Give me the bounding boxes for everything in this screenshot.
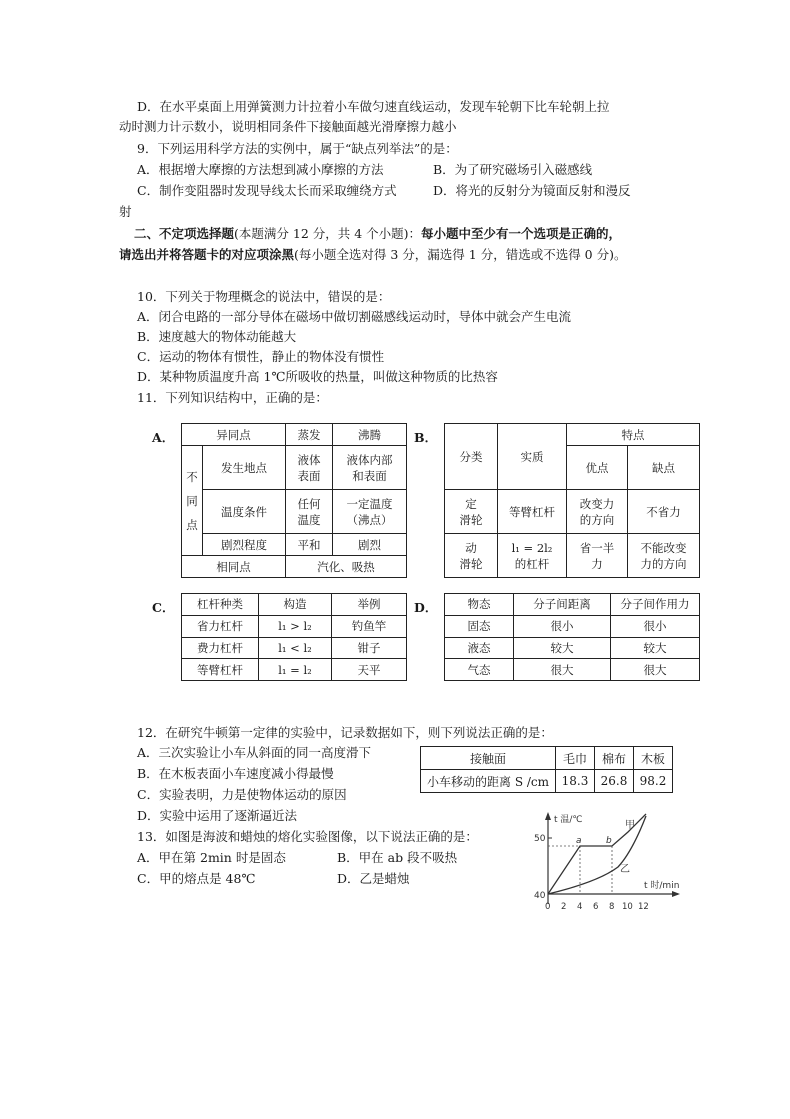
table-d-cell: 分子间作用力 [611, 594, 700, 616]
cell-text: 任何 [297, 496, 321, 511]
q13-stem: 13．如图是海波和蜡烛的熔化实验图像，以下说法正确的是： [137, 829, 478, 844]
table-b [444, 423, 700, 578]
q9-option-b: B．为了研究磁场引入磁感线 [433, 162, 593, 177]
q12-option-b: B．在木板表面小车速度减小得最慢 [137, 766, 334, 781]
cell-text: 动 [465, 540, 477, 555]
q8-option-d-line1: D．在水平桌面上用弹簧测力计拉着小车做匀速直线运动，发现车轮朝下比车轮朝上拉 [137, 99, 610, 114]
table-d-cell: 液态 [445, 637, 514, 659]
table-d-cell: 分子间距离 [514, 594, 611, 616]
table-c-label: C． [152, 600, 175, 615]
q12-option-a: A．三次实验让小车从斜面的同一高度滑下 [137, 745, 372, 760]
table-a-cell [333, 446, 407, 490]
cell-text: 定 [465, 496, 477, 511]
q12-option-d: D．实验中运用了逐渐逼近法 [137, 808, 298, 823]
q10-option-c: C．运动的物体有惯性，静止的物体没有惯性 [137, 349, 385, 364]
melting-graph [528, 812, 688, 922]
cell-text: l₁ = 2l₂ [511, 540, 553, 555]
section2-line1 [134, 225, 621, 243]
data-table-cell: 小车移动的距离 S /cm [421, 770, 556, 793]
table-b-cell: 不省力 [628, 490, 700, 534]
q9-option-row1 [137, 161, 592, 179]
table-a-cell: 剧烈 [333, 534, 407, 556]
table-a [181, 423, 407, 578]
y-tick-50: 50 [534, 834, 546, 844]
cell-text: （沸点） [346, 512, 393, 527]
q11-stem: 11．下列知识结构中，正确的是： [137, 390, 328, 405]
table-b-cell [628, 534, 700, 578]
q9-option-row2 [137, 182, 631, 200]
q13-option-row2 [137, 870, 410, 888]
table-b-cell: 缺点 [628, 446, 700, 490]
table-d-cell: 物态 [445, 594, 514, 616]
table-b-cell [445, 534, 498, 578]
x-tick: 0 [545, 902, 551, 912]
section2-heading: 二、不定项选择题 [134, 226, 235, 241]
q9-option-d-continued: 射 [119, 204, 132, 219]
section2-bold2: 请选出并将答题卡的对应项涂黑 [119, 247, 295, 262]
table-a-cell: 相同点 [182, 556, 286, 578]
table-c-cell: 构造 [259, 594, 332, 616]
q12-data-table [420, 746, 673, 793]
data-table-cell: 木板 [634, 747, 673, 770]
q12-stem: 12．在研究牛顿第一定律的实验中，记录数据如下，则下列说法正确的是： [137, 725, 553, 740]
y-axis-arrow [545, 812, 551, 820]
q10-option-b: B．速度越大的物体动能越大 [137, 329, 297, 344]
table-c-cell: l₁ > l₂ [259, 615, 332, 637]
cell-text: 温度 [297, 512, 321, 527]
table-a-cell [286, 490, 333, 534]
table-a-label: A． [152, 430, 175, 445]
q10-option-d: D．某种物质温度升高 1℃所吸收的热量，叫做这种物质的比热容 [137, 369, 498, 384]
table-b-cell [567, 534, 628, 578]
x-tick: 4 [577, 902, 583, 912]
table-a-h2: 蒸发 [286, 424, 333, 446]
q13-option-b: B．甲在 ab 段不吸热 [337, 850, 458, 865]
q13-option-d: D．乙是蜡烛 [337, 871, 410, 886]
table-c-cell: l₁ < l₂ [259, 637, 332, 659]
table-d-cell: 较大 [514, 637, 611, 659]
table-b-cell: 实质 [498, 424, 567, 490]
table-a-cell [286, 446, 333, 490]
point-b-label: b [606, 836, 612, 846]
table-d-cell: 很小 [611, 615, 700, 637]
data-table-cell: 棉布 [595, 747, 634, 770]
cell-text: 液体 [297, 452, 321, 467]
x-tick: 6 [593, 902, 599, 912]
table-d-cell: 很大 [514, 659, 611, 681]
table-c-cell: 省力杠杆 [182, 615, 259, 637]
x-tick: 12 [638, 902, 649, 912]
table-a-cell: 温度条件 [203, 490, 286, 534]
q10-option-a: A．闭合电路的一部分导体在磁场中做切割磁感线运动时，导体中就会产生电流 [137, 309, 572, 324]
section2-note1: (本题满分 12 分，共 4 个小题)： [234, 226, 422, 241]
table-c-cell: 举例 [332, 594, 407, 616]
table-c-cell: 费力杠杆 [182, 637, 259, 659]
cell-text: 力 [591, 556, 603, 571]
curve-yi-label: 乙 [620, 864, 630, 875]
point-a-label: a [576, 836, 582, 846]
q10-stem: 10．下列关于物理概念的说法中，错误的是： [137, 289, 391, 304]
cell-text: 的方向 [579, 512, 615, 527]
cell-text: 和表面 [352, 468, 387, 483]
table-c-cell: 钓鱼竿 [332, 615, 407, 637]
table-c-cell: 等臂杠杆 [182, 659, 259, 681]
y-tick-40: 40 [534, 891, 546, 901]
q13-option-a: A．甲在第 2min 时是固态 [137, 850, 286, 865]
table-b-cell: 等臂杠杆 [498, 490, 567, 534]
table-b-cell [567, 490, 628, 534]
table-d-cell: 固态 [445, 615, 514, 637]
data-table-cell: 18.3 [556, 770, 595, 793]
table-a-cell: 剧烈程度 [203, 534, 286, 556]
x-axis-label: t 时/min [644, 881, 680, 891]
cell-text: 滑轮 [459, 512, 483, 527]
cell-text: 省一半 [579, 540, 615, 555]
table-d-label: D． [414, 600, 438, 615]
x-tick: 8 [609, 902, 615, 912]
y-axis-label: t 温/℃ [554, 815, 583, 825]
q12-option-c: C．实验表明，力是使物体运动的原因 [137, 787, 347, 802]
table-c-cell: 钳子 [332, 637, 407, 659]
table-a-cell: 汽化、吸热 [286, 556, 407, 578]
table-a-side-3: 点 [186, 517, 198, 532]
x-tick: 10 [622, 902, 633, 912]
table-a-side-1: 不 [186, 469, 198, 484]
cell-text: 液体内部 [346, 452, 393, 467]
table-d-cell: 很小 [514, 615, 611, 637]
cell-text: 一定温度 [346, 496, 393, 511]
table-b-cell [445, 490, 498, 534]
section2-bold1: 每小题中至少有一个选项是正确的， [421, 226, 622, 241]
data-table-cell: 毛巾 [556, 747, 595, 770]
table-a-cell: 平和 [286, 534, 333, 556]
data-table-cell: 98.2 [634, 770, 673, 793]
table-b-cell: 优点 [567, 446, 628, 490]
table-a-cell: 发生地点 [203, 446, 286, 490]
table-c-cell: 杠杆种类 [182, 594, 259, 616]
x-tick: 2 [561, 902, 567, 912]
cell-text: 的杠杆 [514, 556, 550, 571]
table-c [181, 593, 407, 681]
table-b-label: B． [414, 430, 438, 445]
q13-option-row1 [137, 849, 457, 867]
table-a-side-2: 同 [186, 493, 198, 508]
q9-option-a: A．根据增大摩擦的方法想到减小摩擦的方法 [137, 162, 384, 177]
section2-line2 [119, 246, 626, 264]
table-d-cell: 较大 [611, 637, 700, 659]
table-d-cell: 气态 [445, 659, 514, 681]
q9-option-c: C．制作变阻器时发现导线太长而采取缠绕方式 [137, 183, 397, 198]
table-c-cell: 天平 [332, 659, 407, 681]
cell-text: 力的方向 [640, 556, 687, 571]
table-b-cell: 分类 [445, 424, 498, 490]
curve-jia-label: 甲 [625, 820, 635, 831]
data-table-cell: 26.8 [595, 770, 634, 793]
table-a-h1: 异同点 [182, 424, 286, 446]
section2-note2: (每小题全选对得 3 分，漏选得 1 分，错选或不选得 0 分)。 [294, 247, 627, 262]
x-axis-arrow [672, 891, 680, 897]
cell-text: 改变力 [579, 496, 615, 511]
table-c-cell: l₁ = l₂ [259, 659, 332, 681]
table-d-cell: 很大 [611, 659, 700, 681]
cell-text: 不能改变 [640, 540, 687, 555]
table-a-side [182, 446, 203, 556]
table-b-cell: 特点 [567, 424, 700, 446]
q9-option-d: D．将光的反射分为镜面反射和漫反 [433, 183, 631, 198]
q13-option-c: C．甲的熔点是 48℃ [137, 871, 256, 886]
cell-text: 表面 [297, 468, 321, 483]
data-table-cell: 接触面 [421, 747, 556, 770]
table-b-cell [498, 534, 567, 578]
cell-text: 滑轮 [459, 556, 483, 571]
table-a-h3: 沸腾 [333, 424, 407, 446]
q8-option-d-line2: 动时测力计示数小，说明相同条件下接触面越光滑摩擦力越小 [119, 119, 457, 134]
table-d [444, 593, 700, 681]
table-a-cell [333, 490, 407, 534]
q9-stem: 9．下列运用科学方法的实例中，属于“缺点列举法”的是： [137, 141, 458, 156]
